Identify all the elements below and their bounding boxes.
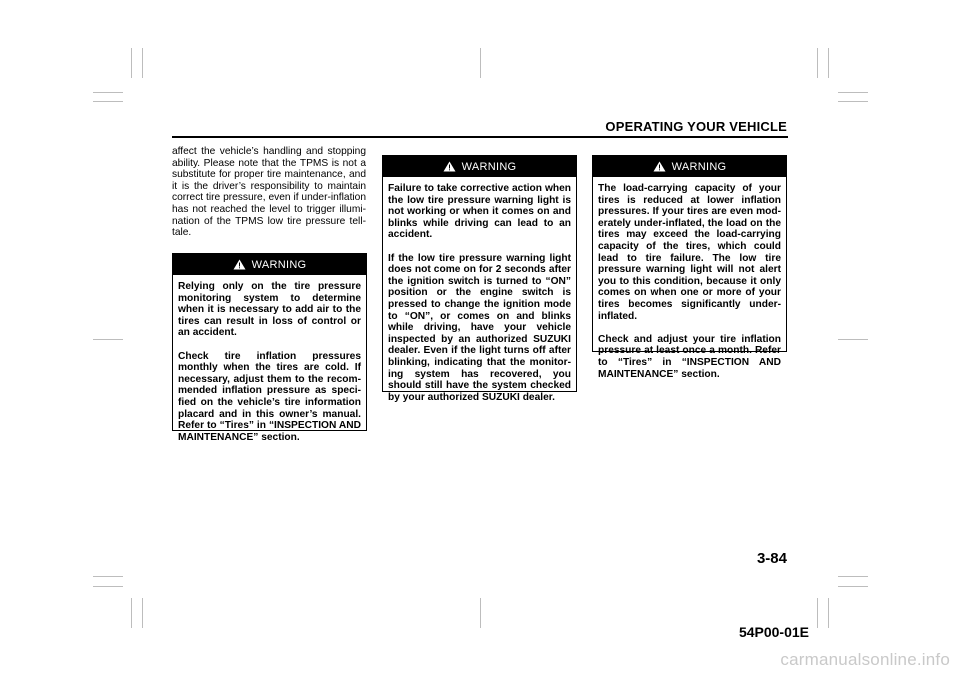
warning-paragraph: Relying only on the tire pressure monitoring system to determine when it is necessary to add air to the tires can result in loss of control or an accident. bbox=[178, 281, 361, 339]
warning-title: WARNING bbox=[671, 160, 727, 173]
warning-box bbox=[592, 155, 787, 380]
crop-mark bbox=[838, 101, 868, 102]
page-number: 3-84 bbox=[756, 550, 787, 567]
crop-mark bbox=[142, 48, 143, 78]
warning-paragraph: Check and adjust your tire inflation pressure at least once a month. Refer to “Tires” in “INSPECTION AND MAINTENANCE” section. bbox=[598, 333, 781, 380]
section-title: OPERATING YOUR VEHICLE bbox=[605, 119, 787, 134]
crop-mark bbox=[93, 92, 123, 93]
crop-mark bbox=[480, 48, 481, 78]
crop-mark bbox=[817, 48, 818, 78]
crop-mark bbox=[838, 576, 868, 577]
crop-mark bbox=[838, 92, 868, 93]
crop-mark bbox=[93, 586, 123, 587]
crop-mark bbox=[93, 339, 123, 340]
crop-mark bbox=[142, 598, 143, 628]
watermark-text[interactable]: carmanualsonline.info bbox=[780, 650, 950, 669]
warning-title: WARNING bbox=[461, 160, 517, 173]
crop-mark bbox=[131, 598, 132, 628]
warning-box bbox=[172, 253, 367, 443]
warning-header bbox=[383, 156, 576, 177]
warning-paragraph: The load-carrying capacity of your tires is reduced at lower inflation pressures. If your tires are even moderately under-inflated, the load on the tires may exceed the load-carrying capacity of the tires, which could lead to tire failure. The low tire pressure warning light will not alert you to this condition, because it only comes on when one or more of your tires becomes significantly under-inflated. bbox=[598, 183, 781, 322]
warning-paragraph: Check tire inflation pressures monthly when the tires are cold. If necessary, adjust them to the recommended inflation pressure as specified on the vehicle’s tire information placard and in this owner’s manual. Refer to “Tires” in “INSPECTION AND MAINTENANCE” section. bbox=[178, 350, 361, 443]
warning-triangle-icon bbox=[653, 161, 666, 172]
header-rule bbox=[172, 136, 788, 138]
body-paragraph: affect the vehicle’s handling and stopping ability. Please note that the TPMS is not a substitute for proper tire maintenance, and it is the driver’s responsibility to maintain correct tire pressure, even if under-inflation has not reached the level to trigger illumination of the TPMS low tire pressure telltale. bbox=[172, 146, 366, 239]
crop-mark bbox=[828, 48, 829, 78]
warning-body bbox=[383, 177, 576, 407]
crop-mark bbox=[93, 101, 123, 102]
crop-mark bbox=[131, 48, 132, 78]
document-code: 54P00-01E bbox=[738, 624, 809, 640]
crop-mark bbox=[838, 586, 868, 587]
warning-box bbox=[382, 155, 577, 403]
warning-paragraph: If the low tire pressure warning light does not come on for 2 seconds after the ignition switch is turned to “ON” position or the engine switch is pressed to change the ignition mode to “ON”, or comes on and blinks while driving, have your vehicle inspected by an authorized SUZUKI dealer. Even if the light turns off after blinking, indicating that the monitoring system has recovered, you should still have the system checked by your authorized SUZUKI dealer. bbox=[388, 252, 571, 403]
warning-triangle-icon bbox=[443, 161, 456, 172]
crop-mark bbox=[817, 598, 818, 628]
warning-paragraph: Failure to take corrective action when the low tire pressure warning light is not working or when it comes on and blinks while driving can lead to an accident. bbox=[388, 183, 571, 241]
crop-mark bbox=[828, 598, 829, 628]
crop-mark bbox=[480, 598, 481, 628]
crop-mark bbox=[93, 576, 123, 577]
warning-header bbox=[593, 156, 786, 177]
warning-triangle-icon bbox=[233, 259, 246, 270]
warning-body bbox=[593, 177, 786, 384]
crop-mark bbox=[838, 339, 868, 340]
warning-body bbox=[173, 275, 366, 447]
warning-title: WARNING bbox=[251, 258, 307, 271]
warning-header bbox=[173, 254, 366, 275]
